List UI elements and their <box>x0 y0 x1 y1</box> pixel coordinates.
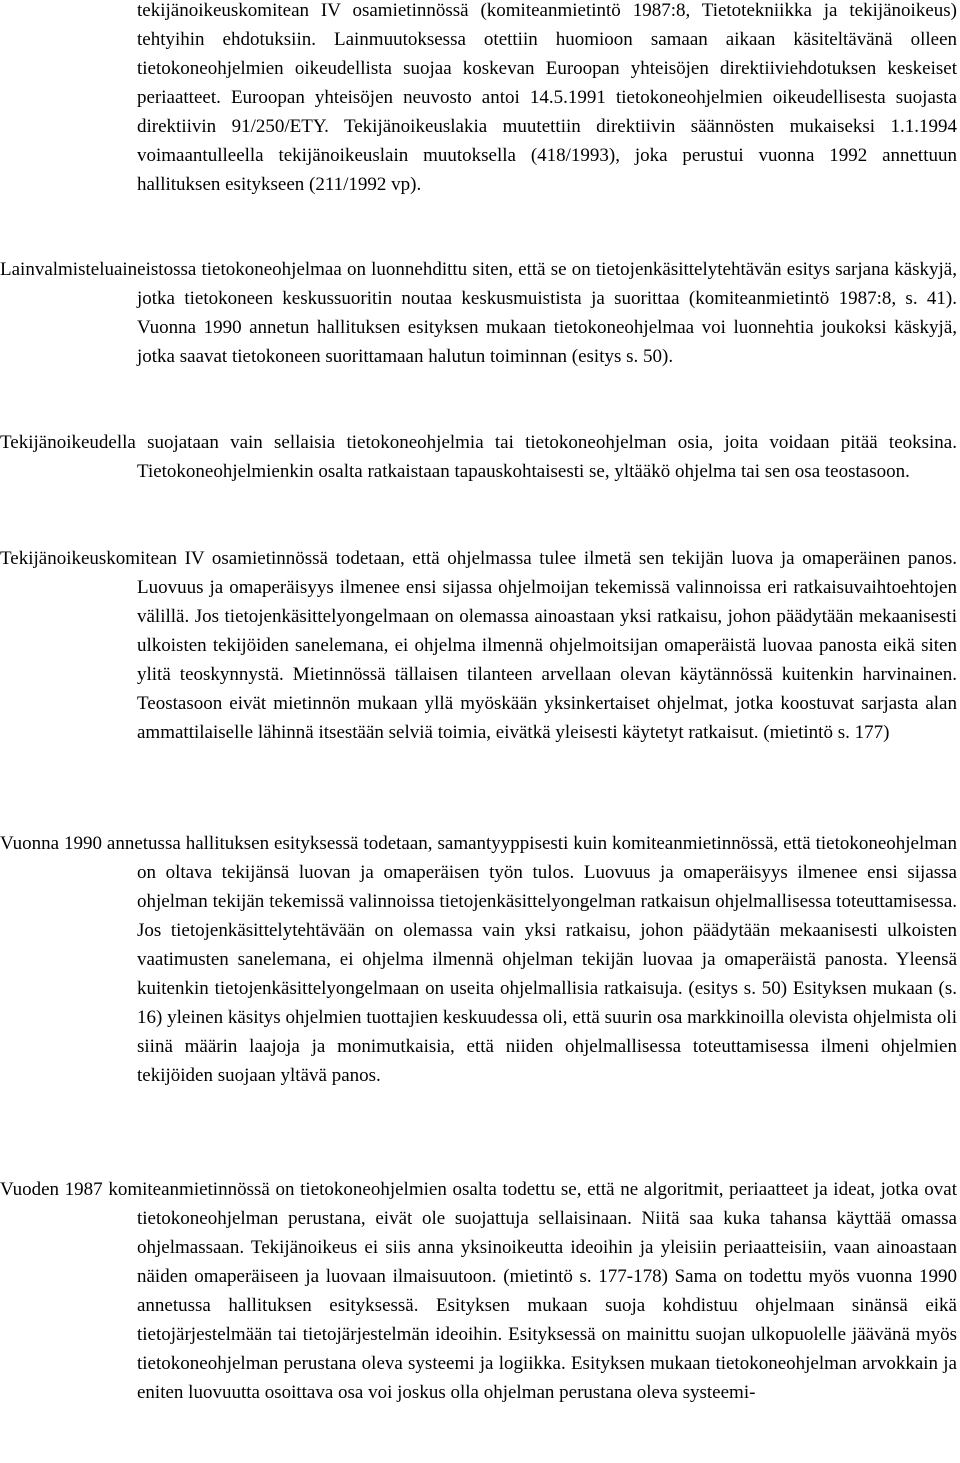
paragraph-copyright-protection: Tekijänoikeudella suojataan vain sellaisia tietokoneohjelmia tai tietokoneohjelman osia, joita voidaan pitää teoksina. Tietokoneohjelmienkin osalta ratkaistaan tapauskohtaisesti se, yltääkö ohjelma tai sen osa teostasoon. <box>0 432 957 482</box>
paragraph-algorithms-ideas: Vuoden 1987 komiteanmietinnössä on tietokoneohjelmien osalta todettu se, että ne algoritmit, periaatteet ja ideat, jotka ovat tietokoneohjelman perustana, eivät ole suojattuja sellaisinaan. Niitä saa kuka tahansa käyttää omassa ohjelmassaan. Tekijänoikeus ei siis anna yksinoikeutta ideoihin ja yleisiin periaatteisiin, vaan ainoastaan näiden omaperäiseen ja luovaan ilmaisuutoon. (mietintö s. 177-178) Sama on todettu myös vuonna 1990 annetussa hallituksen esityksessä. Esityksen mukaan suoja kohdistuu ohjelmaan sinänsä eikä tietojärjestelmään tai tietojärjestelmän ideoihin. Esityksessä on mainittu suojan ulkopuolelle jäävänä myös tietokoneohjelman perustana oleva systeemi ja logiikka. Esityksen mukaan tietokoneohjelman arvokkain ja eniten luovuutta osoittava osa voi joskus olla ohjelman perustana oleva systeemi- <box>0 1179 957 1403</box>
paragraph-government-proposal: Vuonna 1990 annetussa hallituksen esityksessä todetaan, samantyyppisesti kuin komiteanmietinnössä, että tietokoneohjelman on oltava tekijänsä luovan ja omaperäisen työn tulos. Luovuus ja omaperäisyys ilmenee ensi sijassa ohjelman tekijän tekemissä valinnoissa tietojenkäsittelyongelman ratkaisun ohjelmallisessa toteuttamisessa. Jos tietojenkäsittelytehtävään on olemassa vain yksi ratkaisu, johon päädytään mekaanisesti ulkoisten vaatimusten sanelemana, ei ohjelma ilmennä ohjelman tekijän luovaa ja omaperäistä panosta. Yleensä kuitenkin tietojenkäsittelyongelmaan on useita ohjelmallisia ratkaisuja. (esitys s. 50) Esityksen mukaan (s. 16) yleinen käsitys ohjelmien tuottajien keskuudessa oli, että suurin osa markkinoilla olevista ohjelmista oli siinä määrin laajoja ja monimutkaisia, että niiden ohjelmallisessa toteuttamisessa ilmeni ohjelmien tekijöiden suojaan yltävä panos. <box>0 833 957 1086</box>
paragraph-committee-report: Tekijänoikeuskomitean IV osamietinnössä todetaan, että ohjelmassa tulee ilmetä sen tekijän luova ja omaperäinen panos. Luovuus ja omaperäisyys ilmenee ensi sijassa ohjelmoijan tekemissä valinnoissa eri ratkaisuvaihtoehtojen välillä. Jos tietojenkäsittelyongelmaan on olemassa ainoastaan yksi ratkaisu, johon päädytään mekaanisesti ulkoisten tekijöiden sanelemana, ei ohjelma ilmennä ohjelmoitsijan omaperäistä luovaa panosta eikä siten ylitä teoskynnystä. Mietinnössä tällaisen tilanteen arvellaan olevan käytännössä kuitenkin harvinainen. Teostasoon eivät mietinnön mukaan yllä myöskään yksinkertaiset ohjelmat, jotka koostuvat sarjasta alan ammattilaiselle lähinnä itsestään selviä toimia, eivätkä yleisesti käytetyt ratkaisut. (mietintö s. 177) <box>0 548 957 743</box>
paragraph-continuation: tekijänoikeuskomitean IV osamietinnössä (komiteanmietintö 1987:8, Tietotekniikka ja tekijänoikeus) tehtyihin ehdotuksiin. Lainmuutoksessa otettiin huomioon samaan aikaan käsiteltävänä olleen tietokoneohjelmien oikeudellista suojaa koskevan Euroopan yhteisöjen direktiiviehdotuksen keskeiset periaatteet. Euroopan yhteisöjen neuvosto antoi 14.5.1991 tietokoneohjelmien oikeudellisesta suojasta direktiivin 91/250/ETY. Tekijänoikeuslakia muutettiin direktiivin säännösten mukaiseksi 1.1.1994 voimaantulleella tekijänoikeuslain muutoksella (418/1993), joka perustui vuonna 1992 annettuun hallituksen esitykseen (211/1992 vp). <box>137 0 957 195</box>
paragraph-program-definition: Lainvalmisteluaineistossa tietokoneohjelmaa on luonnehdittu siten, että se on tietojenkäsittelytehtävän esitys sarjana käskyjä, jotka tietokoneen keskussuoritin noutaa keskusmuistista ja suorittaa (komiteanmietintö 1987:8, s. 41). Vuonna 1990 annetun hallituksen esityksen mukaan tietokoneohjelmaa voi luonnehtia joukoksi käskyjä, jotka saavat tietokoneen suorittamaan halutun toiminnan (esitys s. 50). <box>0 259 957 367</box>
